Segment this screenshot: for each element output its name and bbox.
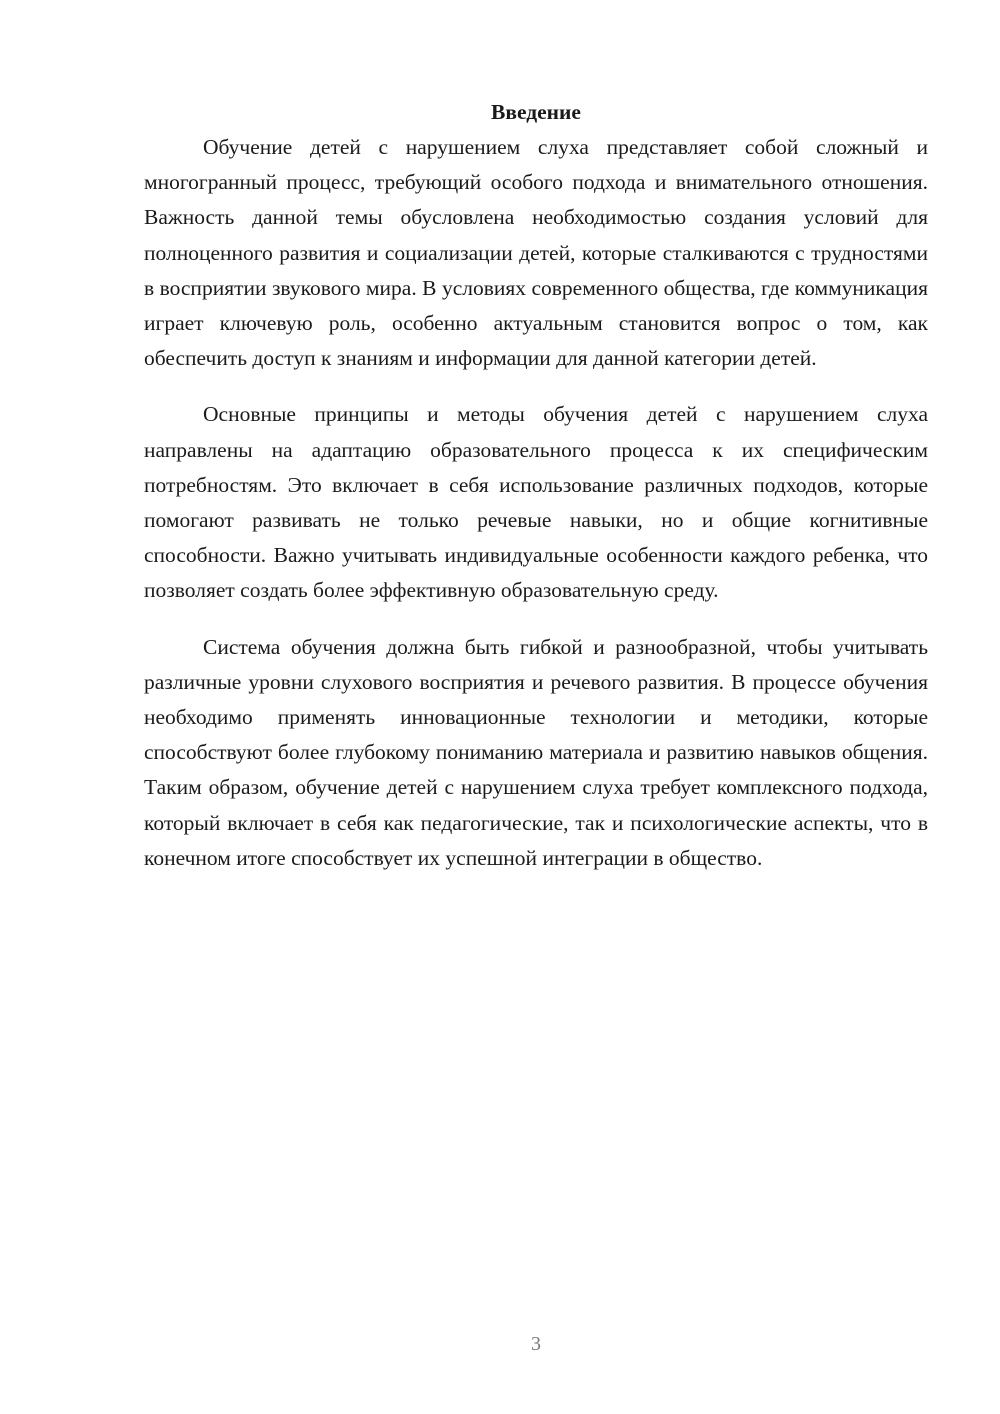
section-title: Введение [491, 100, 581, 124]
page-content [144, 96, 928, 876]
page-number: 3 [531, 1333, 541, 1355]
paragraph-3: Система обучения должна быть гибкой и разнообразной, чтобы учитывать различные уровни слухового восприятия и речевого развития. В процессе обучения необходимо применять инновационные технологии и методики, которые способствуют более глубокому пониманию материала и развитию навыков общения. Таким образом, обучение детей с нарушением слуха требует комплексного подхода, который включает в себя как педагогические, так и психологические аспекты, что в конечном итоге способствует их успешной интеграции в общество. [144, 634, 928, 870]
paragraph-2: Основные принципы и методы обучения детей с нарушением слуха направлены на адаптацию образовательного процесса к их специфическим потребностям. Это включает в себя использование различных подходов, которые помогают развивать не только речевые навыки, но и общие когнитивные способности. Важно учитывать индивидуальные особенности каждого ребенка, что позволяет создать более эффективную образовательную среду. [144, 402, 928, 603]
paragraph-1: Обучение детей с нарушением слуха представляет собой сложный и многогранный процесс, требующий особого подхода и внимательного отношения. Важность данной темы обусловлена необходимостью создания условий для полноценного развития и социализации детей, которые сталкиваются с трудностями в восприятии звукового мира. В условиях современного общества, где коммуникация играет ключевую роль, особенно актуальным становится вопрос о том, как обеспечить доступ к знаниям и информации для данной категории детей. [144, 135, 928, 371]
